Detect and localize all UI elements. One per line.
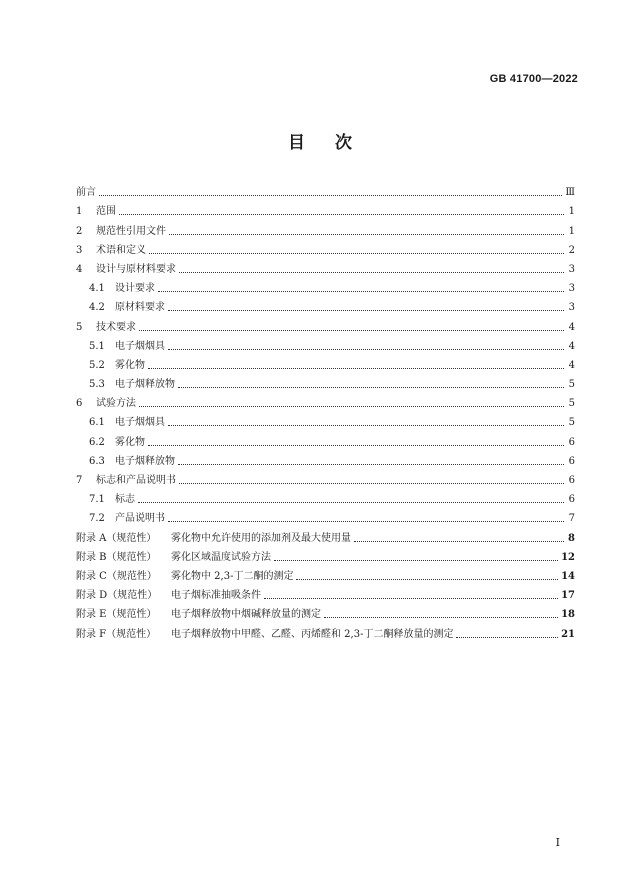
toc-dot-leader [178, 464, 564, 465]
toc-entry-page: Ⅲ [565, 187, 575, 199]
toc-dot-leader [158, 291, 564, 292]
toc-entry-title: 电子烟烟具 [115, 417, 165, 429]
toc-entry-page: 3 [568, 302, 575, 314]
toc-entry[interactable] [76, 334, 575, 353]
toc-dot-leader [274, 560, 558, 561]
toc-dot-leader [148, 368, 564, 369]
toc-entry-page: 4 [568, 359, 575, 371]
toc-entry[interactable] [76, 583, 575, 602]
toc-entry-page: 1 [568, 206, 575, 218]
toc-dot-leader [354, 541, 564, 542]
toc-entry-title: 雾化物中允许使用的添加剂及最大使用量 [171, 532, 351, 544]
toc-entry-title: 雾化物中 2,3-丁二酮的测定 [171, 570, 294, 582]
toc-entry-title: 原材料要求 [115, 302, 165, 314]
toc-entry-page: 6 [568, 436, 575, 448]
toc-entry-number: 附录 A（规范性） [76, 532, 157, 544]
toc-entry[interactable] [76, 372, 575, 391]
toc-dot-leader [456, 637, 558, 638]
toc-entry-number: 6.3 [89, 455, 105, 467]
toc-entry-page: 5 [568, 398, 575, 410]
page-number: I [555, 836, 560, 849]
toc-entry-title: 标志 [115, 494, 135, 506]
toc-entry-number: 5.2 [89, 359, 105, 371]
toc-entry-number: 4 [76, 263, 83, 275]
toc-dot-leader [139, 406, 564, 407]
toc-entry-page: 8 [568, 532, 575, 544]
toc-entry-number: 1 [76, 206, 83, 218]
page-title: 目次 [288, 133, 382, 153]
toc-entry-title: 电子烟烟具 [115, 340, 165, 352]
toc-entry-page: 3 [568, 283, 575, 295]
toc-dot-leader [168, 425, 564, 426]
toc-entry-page: 12 [561, 551, 575, 563]
toc-entry-title: 术语和定义 [96, 244, 146, 256]
toc-entry[interactable] [76, 238, 575, 257]
toc-entry-title: 标志和产品说明书 [96, 475, 176, 486]
toc-entry-title: 电子烟释放物 [115, 455, 175, 467]
toc-dot-leader [139, 330, 564, 331]
toc-entry[interactable] [76, 276, 575, 295]
toc-entry[interactable] [76, 449, 575, 468]
toc-dot-leader [168, 349, 564, 350]
toc-entry-page: 21 [561, 628, 575, 640]
toc-entry[interactable] [76, 545, 575, 564]
toc-entry-title: 试验方法 [96, 398, 136, 410]
toc-entry-number: 附录 B（规范性） [76, 551, 157, 563]
toc-dot-leader [296, 579, 558, 580]
standard-code: GB 41700—2022 [489, 73, 578, 85]
toc-dot-leader [179, 272, 564, 273]
toc-entry-number: 附录 D（规范性） [76, 590, 158, 602]
toc-entry-page: 17 [561, 590, 575, 602]
toc-entry-title: 技术要求 [96, 321, 136, 333]
toc-entry-number: 7.2 [89, 513, 105, 525]
toc-dot-leader [99, 195, 562, 196]
toc-entry-title: 电子烟释放物中甲醛、乙醛、丙烯醛和 2,3-丁二酮释放量的测定 [171, 628, 454, 640]
toc-entry[interactable] [76, 468, 575, 487]
toc-dot-leader [168, 521, 564, 522]
toc-entry[interactable] [76, 602, 575, 621]
toc-entry-title: 范围 [96, 206, 116, 218]
toc-entry-number: 4.2 [89, 302, 105, 314]
toc-entry[interactable] [76, 295, 575, 314]
toc-entry[interactable] [76, 257, 575, 276]
toc-entry[interactable] [76, 564, 575, 583]
toc-entry-title: 前言 [76, 187, 96, 199]
toc-entry-page: 6 [568, 455, 575, 467]
toc-entry[interactable] [76, 353, 575, 372]
toc-dot-leader [149, 253, 564, 254]
toc-entry-page: 5 [568, 417, 575, 429]
toc-entry[interactable] [76, 525, 575, 544]
toc-entry-title: 设计要求 [115, 283, 155, 295]
toc-dot-leader [324, 617, 558, 618]
toc-entry-title: 雾化物 [115, 436, 145, 448]
toc-entry-number: 3 [76, 244, 83, 256]
toc-dot-leader [264, 598, 558, 599]
toc-entry-page: 4 [568, 340, 575, 352]
toc-entry[interactable] [76, 180, 575, 199]
toc-entry-number: 2 [76, 225, 83, 237]
toc-entry-number: 5 [76, 321, 83, 333]
toc-entry-number: 附录 F（规范性） [76, 628, 157, 640]
toc-entry-number: 6.1 [89, 417, 105, 429]
toc-entry[interactable] [76, 199, 575, 218]
toc-entry-number: 7.1 [89, 494, 105, 506]
toc-entry[interactable] [76, 429, 575, 448]
toc-entry-title: 规范性引用文件 [96, 225, 166, 237]
table-of-contents [76, 180, 575, 641]
toc-entry-number: 5.1 [89, 340, 105, 352]
toc-entry-title: 雾化物 [115, 359, 145, 371]
toc-entry-page: 6 [568, 475, 575, 486]
toc-dot-leader [148, 445, 564, 446]
toc-entry-page: 7 [568, 513, 575, 525]
toc-entry-page: 5 [568, 379, 575, 391]
toc-entry-title: 产品说明书 [115, 513, 165, 525]
toc-entry-number: 7 [76, 475, 83, 486]
toc-entry-number: 6 [76, 398, 83, 410]
toc-entry-number: 附录 C（规范性） [76, 570, 157, 582]
toc-dot-leader [169, 234, 564, 235]
toc-entry[interactable] [76, 218, 575, 237]
toc-entry[interactable] [76, 506, 575, 525]
toc-entry-number: 附录 E（规范性） [76, 609, 157, 621]
toc-entry-page: 18 [561, 609, 575, 621]
toc-entry-page: 6 [568, 494, 575, 506]
toc-entry-page: 14 [561, 570, 575, 582]
toc-entry-title: 设计与原材料要求 [96, 263, 176, 275]
toc-dot-leader [179, 483, 564, 484]
toc-entry-page: 1 [568, 225, 575, 237]
toc-dot-leader [178, 387, 564, 388]
toc-entry-number: 6.2 [89, 436, 105, 448]
toc-entry[interactable] [76, 487, 575, 506]
toc-entry-title: 电子烟释放物 [115, 379, 175, 391]
toc-dot-leader [138, 502, 564, 503]
toc-entry-page: 4 [568, 321, 575, 333]
toc-entry[interactable] [76, 314, 575, 333]
toc-entry-page: 3 [568, 263, 575, 275]
toc-entry[interactable] [76, 621, 575, 640]
toc-entry-number: 5.3 [89, 379, 105, 391]
toc-entry[interactable] [76, 410, 575, 429]
toc-entry-page: 2 [568, 244, 575, 256]
toc-entry-title: 电子烟标准抽吸条件 [171, 590, 261, 602]
toc-entry-number: 4.1 [89, 283, 105, 295]
toc-entry[interactable] [76, 391, 575, 410]
toc-dot-leader [168, 310, 564, 311]
toc-entry-title: 雾化区域温度试验方法 [171, 551, 271, 563]
toc-dot-leader [119, 214, 564, 215]
toc-entry-title: 电子烟释放物中烟碱释放量的测定 [171, 609, 321, 621]
